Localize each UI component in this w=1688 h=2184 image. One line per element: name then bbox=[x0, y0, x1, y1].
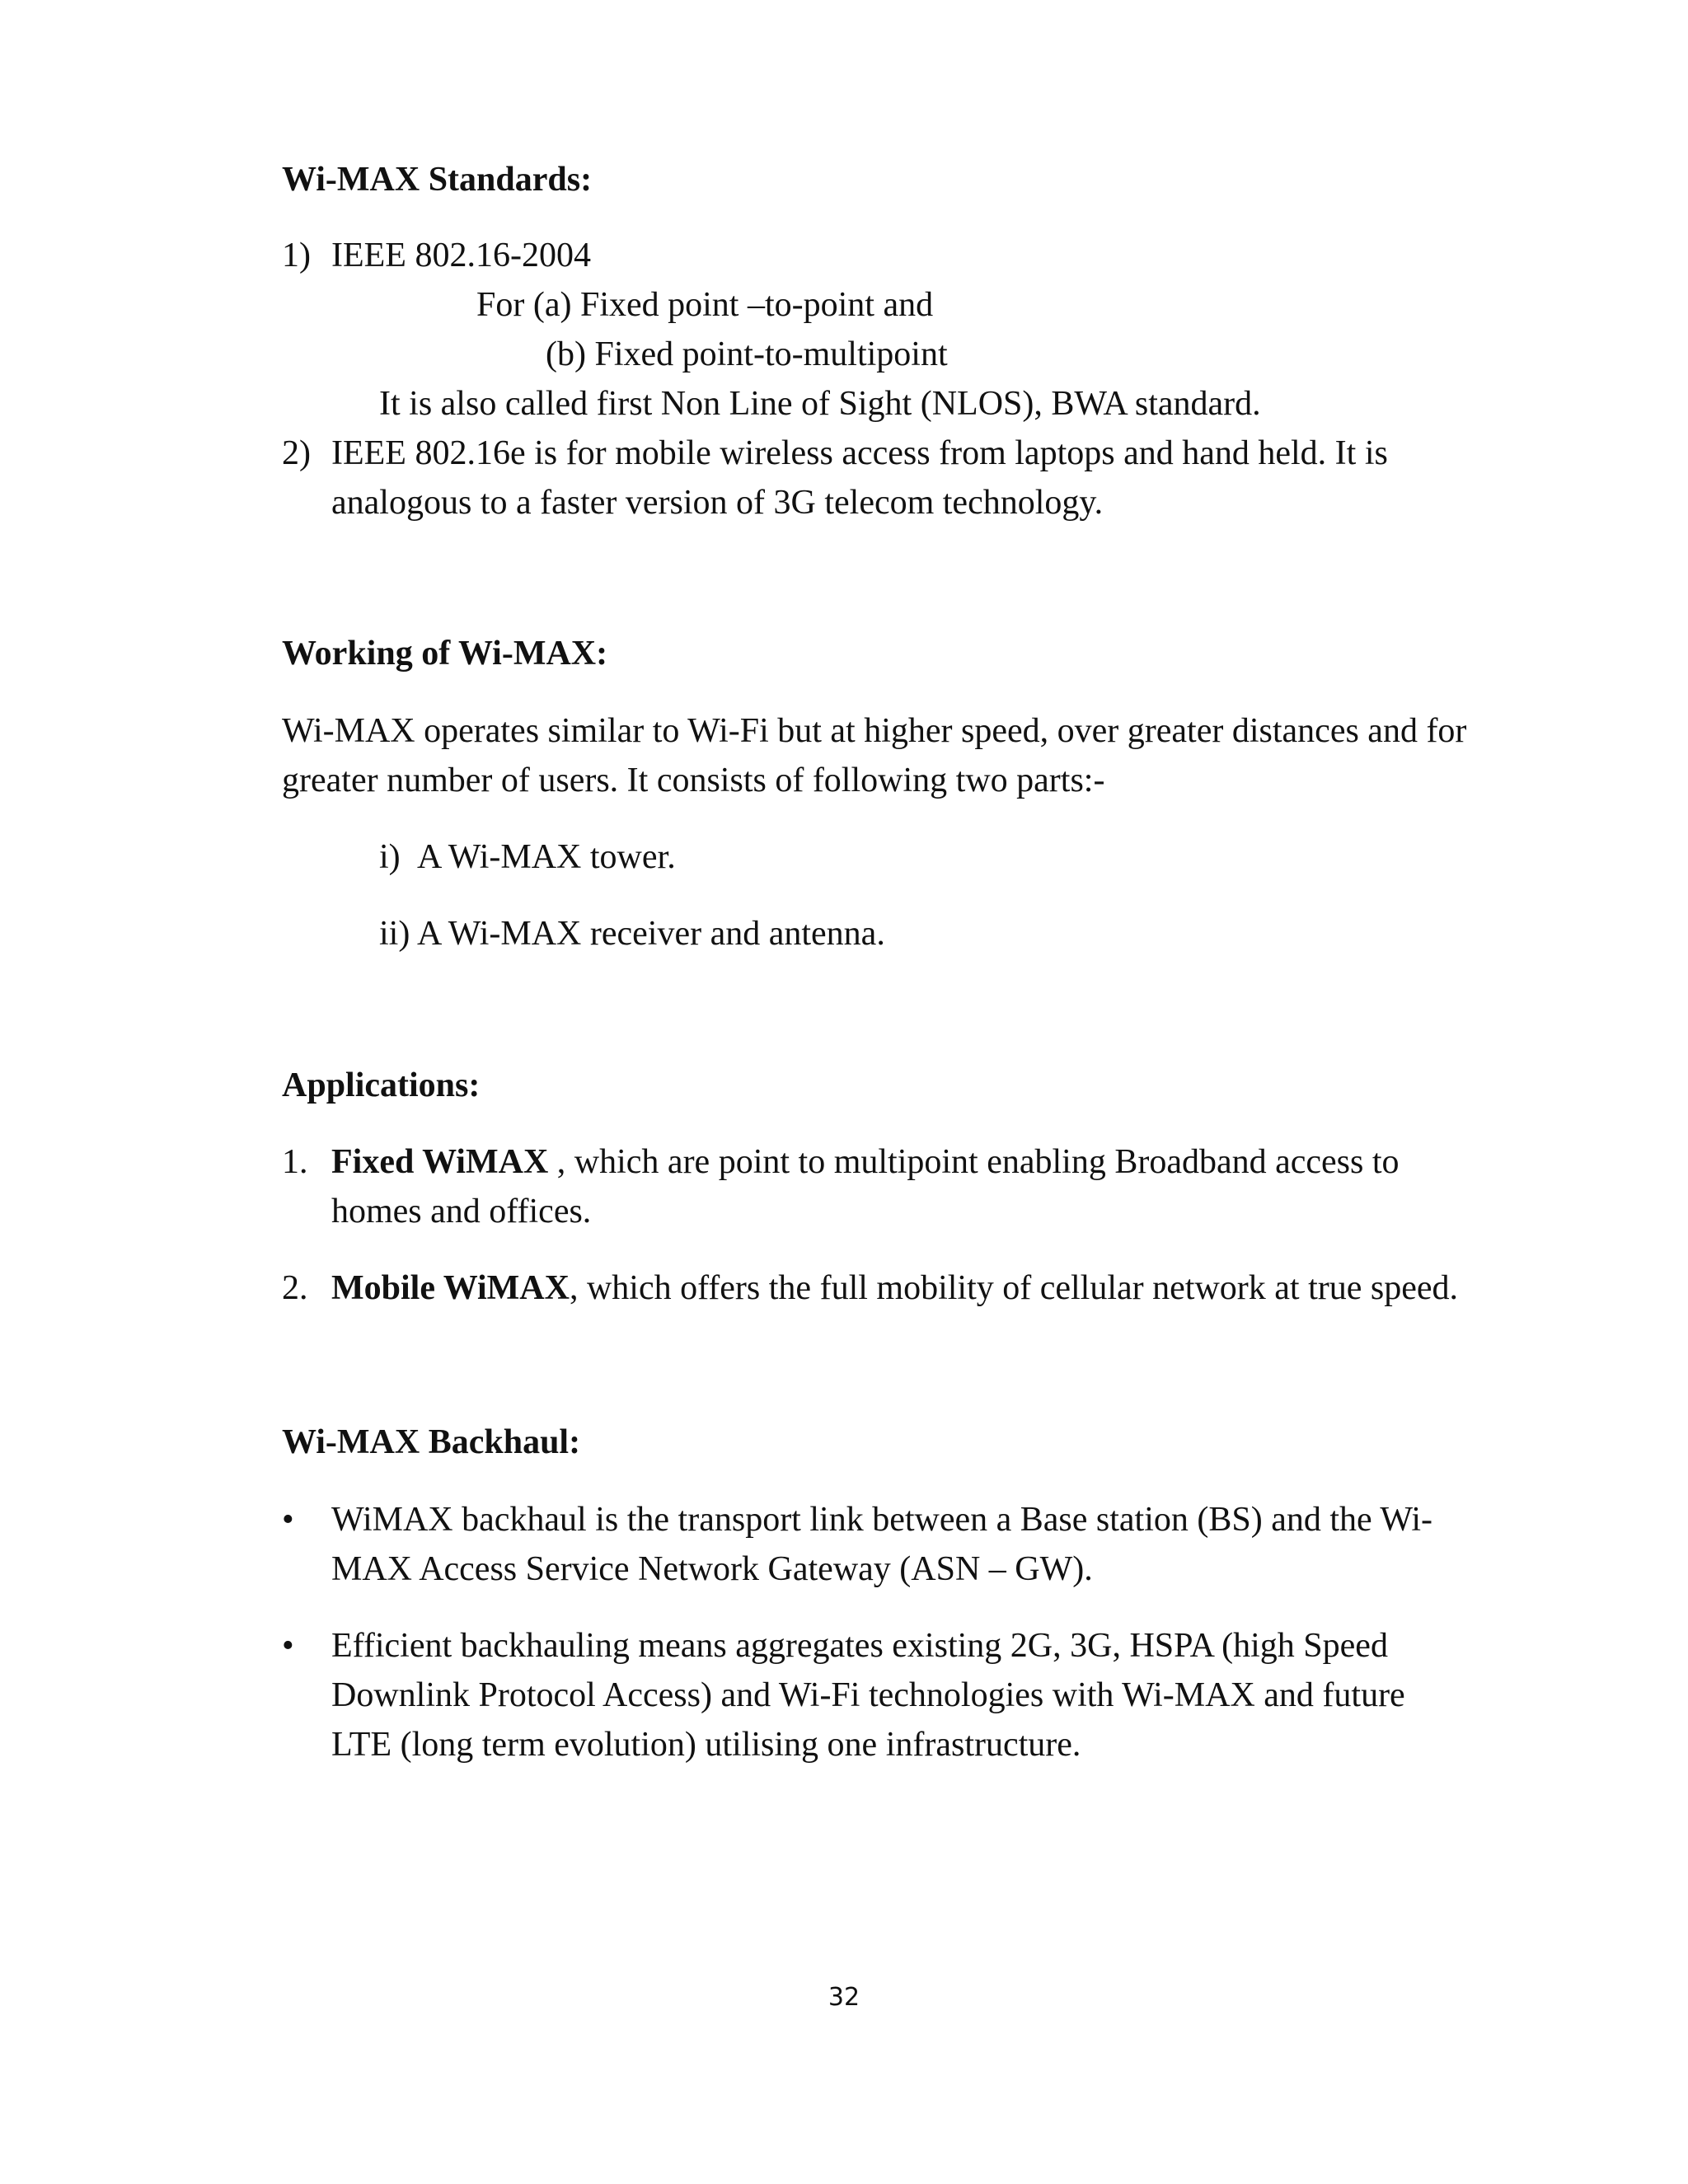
list-item-text: MAX Access Service Network Gateway (ASN – GW). bbox=[331, 1550, 1093, 1588]
list-marker: 1. bbox=[282, 1143, 308, 1181]
list-item-rest: , which offers the full mobility of cellular network at true speed. bbox=[569, 1269, 1459, 1307]
list-item-text: WiMAX backhaul is the transport link between a Base station (BS) and the Wi- bbox=[331, 1501, 1433, 1539]
page-number: 32 bbox=[828, 1983, 860, 2012]
list-item-subline: It is also called first Non Line of Sight (NLOS), BWA standard. bbox=[379, 385, 1261, 423]
list-marker: i) bbox=[379, 838, 401, 876]
list-item-text: Efficient backhauling means aggregates existing 2G, 3G, HSPA (high Speed bbox=[331, 1627, 1388, 1665]
list-item-text: homes and offices. bbox=[331, 1193, 592, 1230]
paragraph-line: greater number of users. It consists of following two parts:- bbox=[282, 762, 1105, 799]
bullet-icon: • bbox=[282, 1501, 294, 1539]
list-item-text: A Wi-MAX receiver and antenna. bbox=[417, 915, 885, 953]
section-heading-applications: Applications: bbox=[282, 1066, 481, 1104]
list-item-bold-term: Fixed WiMAX bbox=[331, 1143, 549, 1181]
paragraph-line: Wi-MAX operates similar to Wi-Fi but at higher speed, over greater distances and for bbox=[282, 712, 1467, 750]
list-item-text: analogous to a faster version of 3G telecom technology. bbox=[331, 484, 1104, 522]
list-item-text: IEEE 802.16-2004 bbox=[331, 237, 591, 274]
list-item-rest: , which are point to multipoint enabling Broadband access to bbox=[548, 1143, 1400, 1181]
list-item-text: A Wi-MAX tower. bbox=[417, 838, 676, 876]
list-item-text bbox=[331, 1263, 1458, 1313]
list-item-text bbox=[331, 1137, 1400, 1187]
list-marker: ii) bbox=[379, 915, 410, 953]
bullet-icon: • bbox=[282, 1627, 294, 1665]
list-item-text: LTE (long term evolution) utilising one infrastructure. bbox=[331, 1726, 1081, 1764]
list-marker: 2. bbox=[282, 1269, 308, 1307]
list-item-subline: For (a) Fixed point –to-point and bbox=[476, 286, 934, 324]
list-item-text: IEEE 802.16e is for mobile wireless access from laptops and hand held. It is bbox=[331, 434, 1388, 472]
list-marker: 1) bbox=[282, 237, 311, 274]
section-heading-working: Working of Wi-MAX: bbox=[282, 635, 608, 673]
list-item-bold-term: Mobile WiMAX bbox=[331, 1269, 570, 1307]
section-heading-standards: Wi-MAX Standards: bbox=[282, 161, 593, 199]
list-item-text: Downlink Protocol Access) and Wi-Fi technologies with Wi-MAX and future bbox=[331, 1676, 1405, 1714]
list-marker: 2) bbox=[282, 434, 311, 472]
list-item-subline: (b) Fixed point-to-multipoint bbox=[546, 335, 948, 373]
section-heading-backhaul: Wi-MAX Backhaul: bbox=[282, 1423, 581, 1461]
